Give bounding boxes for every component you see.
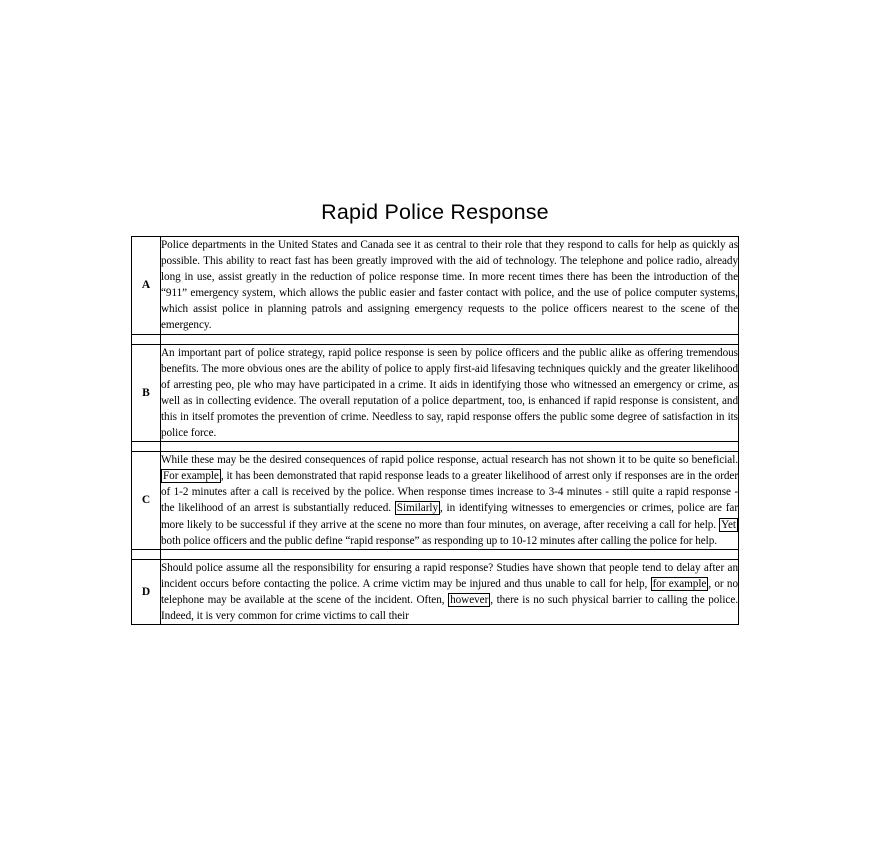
paragraph-letter: A	[132, 237, 161, 335]
paragraph-letter: D	[132, 559, 161, 624]
paragraph-letter: B	[132, 344, 161, 442]
paragraph-row	[132, 452, 739, 550]
paragraph-letter: C	[132, 452, 161, 550]
paragraph-row	[132, 237, 739, 335]
paragraph-text	[161, 559, 739, 624]
spacer-text-cell	[161, 334, 739, 344]
paragraph-text-segment: Should police assume all the responsibility for ensuring a rapid response? Studies have shown that people tend to delay after an incident occurs before contacting the police. A crime victim may be injured and thus unable to call for help,	[161, 561, 738, 590]
paragraph-text-segment: Police departments in the United States and Canada see it as central to their role that they respond to calls for help as quickly as possible. This ability to react fast has been greatly improved with the aid of technology. The telephone and police radio, already long in use, assist greatly in the reduction of police response time. In more recent times there has been the introduction of the “911” emergency system, which allows the public easier and faster contact with police, and the use of police computer systems, which assist police in planning patrols and assigning emergency requests to the police officers nearest to the scene of the emergency.	[161, 239, 738, 332]
reading-passage-table	[131, 236, 739, 625]
paragraph-text	[161, 237, 739, 335]
paragraph-text-segment: , there is no such physical barrier to calling the police. Indeed, it is very common for crime victims to call their	[161, 593, 738, 622]
boxed-linking-word: for example	[652, 577, 707, 590]
spacer-text-cell	[161, 442, 739, 452]
paragraph-text-segment: , in identifying witnesses to emergencies or crimes, police are far more likely to be successful if they arrive at the scene no more than four minutes, on average, after receiving a call for help.	[161, 502, 739, 531]
reading-passage-viewport	[131, 0, 740, 757]
paragraph-text-segment: An important part of police strategy, rapid police response is seen by police officers and the public alike as offering tremendous benefits. The more obvious ones are the ability of police to apply first-aid lifesaving techniques quickly and the greater likelihood of arresting peo, ple who may have participated in a crime. It aids in identifying those who witnessed an emergency or crime, as well as in collecting evidence. The overall reputation of a police department, too, is enhanced if rapid response is consistent, and this in itself promotes the prevention of crime. Needless to say, rapid response offers the public some degree of satisfaction in its police force.	[161, 346, 738, 440]
paragraph-spacer-row	[132, 549, 739, 559]
spacer-letter-cell	[132, 334, 161, 344]
passage-body	[132, 237, 739, 625]
page-title: Rapid Police Response	[321, 200, 549, 224]
paragraph-text	[161, 452, 739, 550]
paragraph-text-segment: both police officers and the public define “rapid response” as responding up to 10-12 minutes after calling the police for help.	[161, 534, 718, 547]
paragraph-text-segment: While these may be the desired consequences of rapid police response, actual research has not shown it to be quite so beneficial.	[161, 454, 738, 467]
paragraph-text-segment: , or no telephone may be available at the scene of the incident. Often,	[161, 577, 739, 606]
boxed-linking-word: Yet	[721, 518, 736, 531]
paragraph-spacer-row	[132, 442, 739, 452]
boxed-linking-word: For example	[163, 470, 219, 483]
spacer-letter-cell	[132, 549, 161, 559]
spacer-text-cell	[161, 549, 739, 559]
paragraph-text-segment: , it has been demonstrated that rapid response leads to a greater likelihood of arrest only if responses are in the order of 1-2 minutes after a call is received by the police. When response times increase to 3-4 minutes - still quite a rapid response - the likelihood of an arrest is substantially reduced.	[161, 470, 739, 515]
paragraph-text	[161, 344, 739, 442]
paragraph-row	[132, 344, 739, 442]
boxed-linking-word: however	[450, 593, 489, 606]
paragraph-row	[132, 559, 739, 624]
boxed-linking-word: Similarly	[396, 502, 438, 515]
spacer-letter-cell	[132, 442, 161, 452]
paragraph-spacer-row	[132, 334, 739, 344]
